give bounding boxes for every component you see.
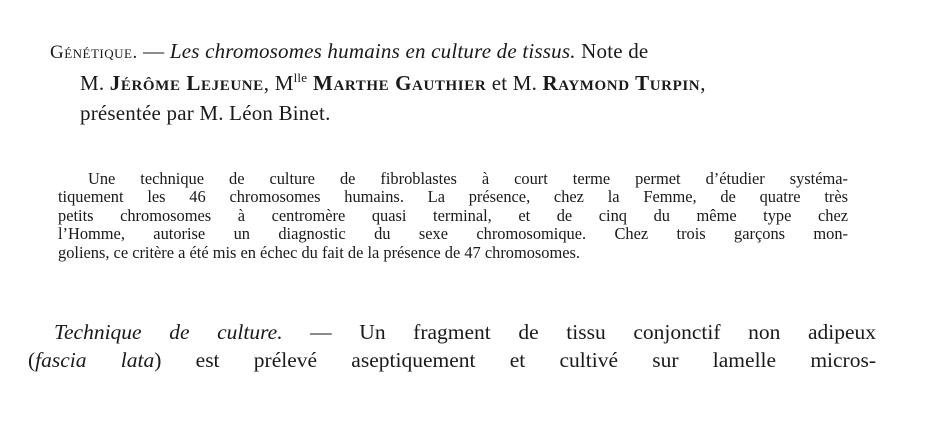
body-line-1 [28, 318, 876, 346]
fascia-term: fascia lata [35, 348, 155, 372]
paren-open: ( [28, 348, 36, 372]
abstract [58, 170, 848, 262]
presented-by: présentée par M. Léon Binet. [80, 101, 331, 125]
header-dash: — [137, 39, 170, 63]
article-header [50, 36, 890, 128]
mlle-superscript: lle [293, 70, 308, 85]
author-separator-2: et M. [486, 71, 543, 95]
abstract-line: goliens, ce critère a été mis en échec du fait de la présence de 47 chromosomes. [58, 242, 580, 262]
abstract-line: tiquement les 46 chromosomes humains. La présence, chez la Femme, de quatre très [58, 187, 848, 207]
note-label: Note de [575, 39, 649, 63]
abstract-line: petits chromosomes à centromère quasi terminal, et de cinq du même type chez [58, 205, 848, 225]
body-paragraph [28, 318, 876, 374]
author1-prefix: M. [80, 71, 110, 95]
author-2: Marthe Gauthier [307, 71, 487, 95]
header-line-1 [50, 36, 890, 68]
field-label: Génétique. [50, 42, 138, 63]
author-separator-1: , M [263, 71, 294, 95]
section-title: Technique de culture. [54, 320, 283, 344]
abstract-line: Une technique de culture de fibroblastes à court terme permet d’étudier systéma- [88, 169, 848, 188]
header-line-2 [50, 68, 890, 98]
abstract-line: l’Homme, autorise un diagnostic du sexe chromosomique. Chez trois garçons mon- [58, 224, 848, 244]
author-comma: , [700, 71, 706, 95]
body-line-2 [28, 346, 876, 374]
body-line-2-text: ) est prélevé aseptiquement et cultivé sur lamelle micros- [154, 348, 876, 372]
article-title: Les chromosomes humains en culture de tissus. [169, 39, 576, 63]
body-line-1-text: — Un fragment de tissu conjonctif non adipeux [282, 320, 877, 344]
author-1: Jérôme Lejeune [109, 71, 264, 95]
author-3: Raymond Turpin [542, 71, 701, 95]
